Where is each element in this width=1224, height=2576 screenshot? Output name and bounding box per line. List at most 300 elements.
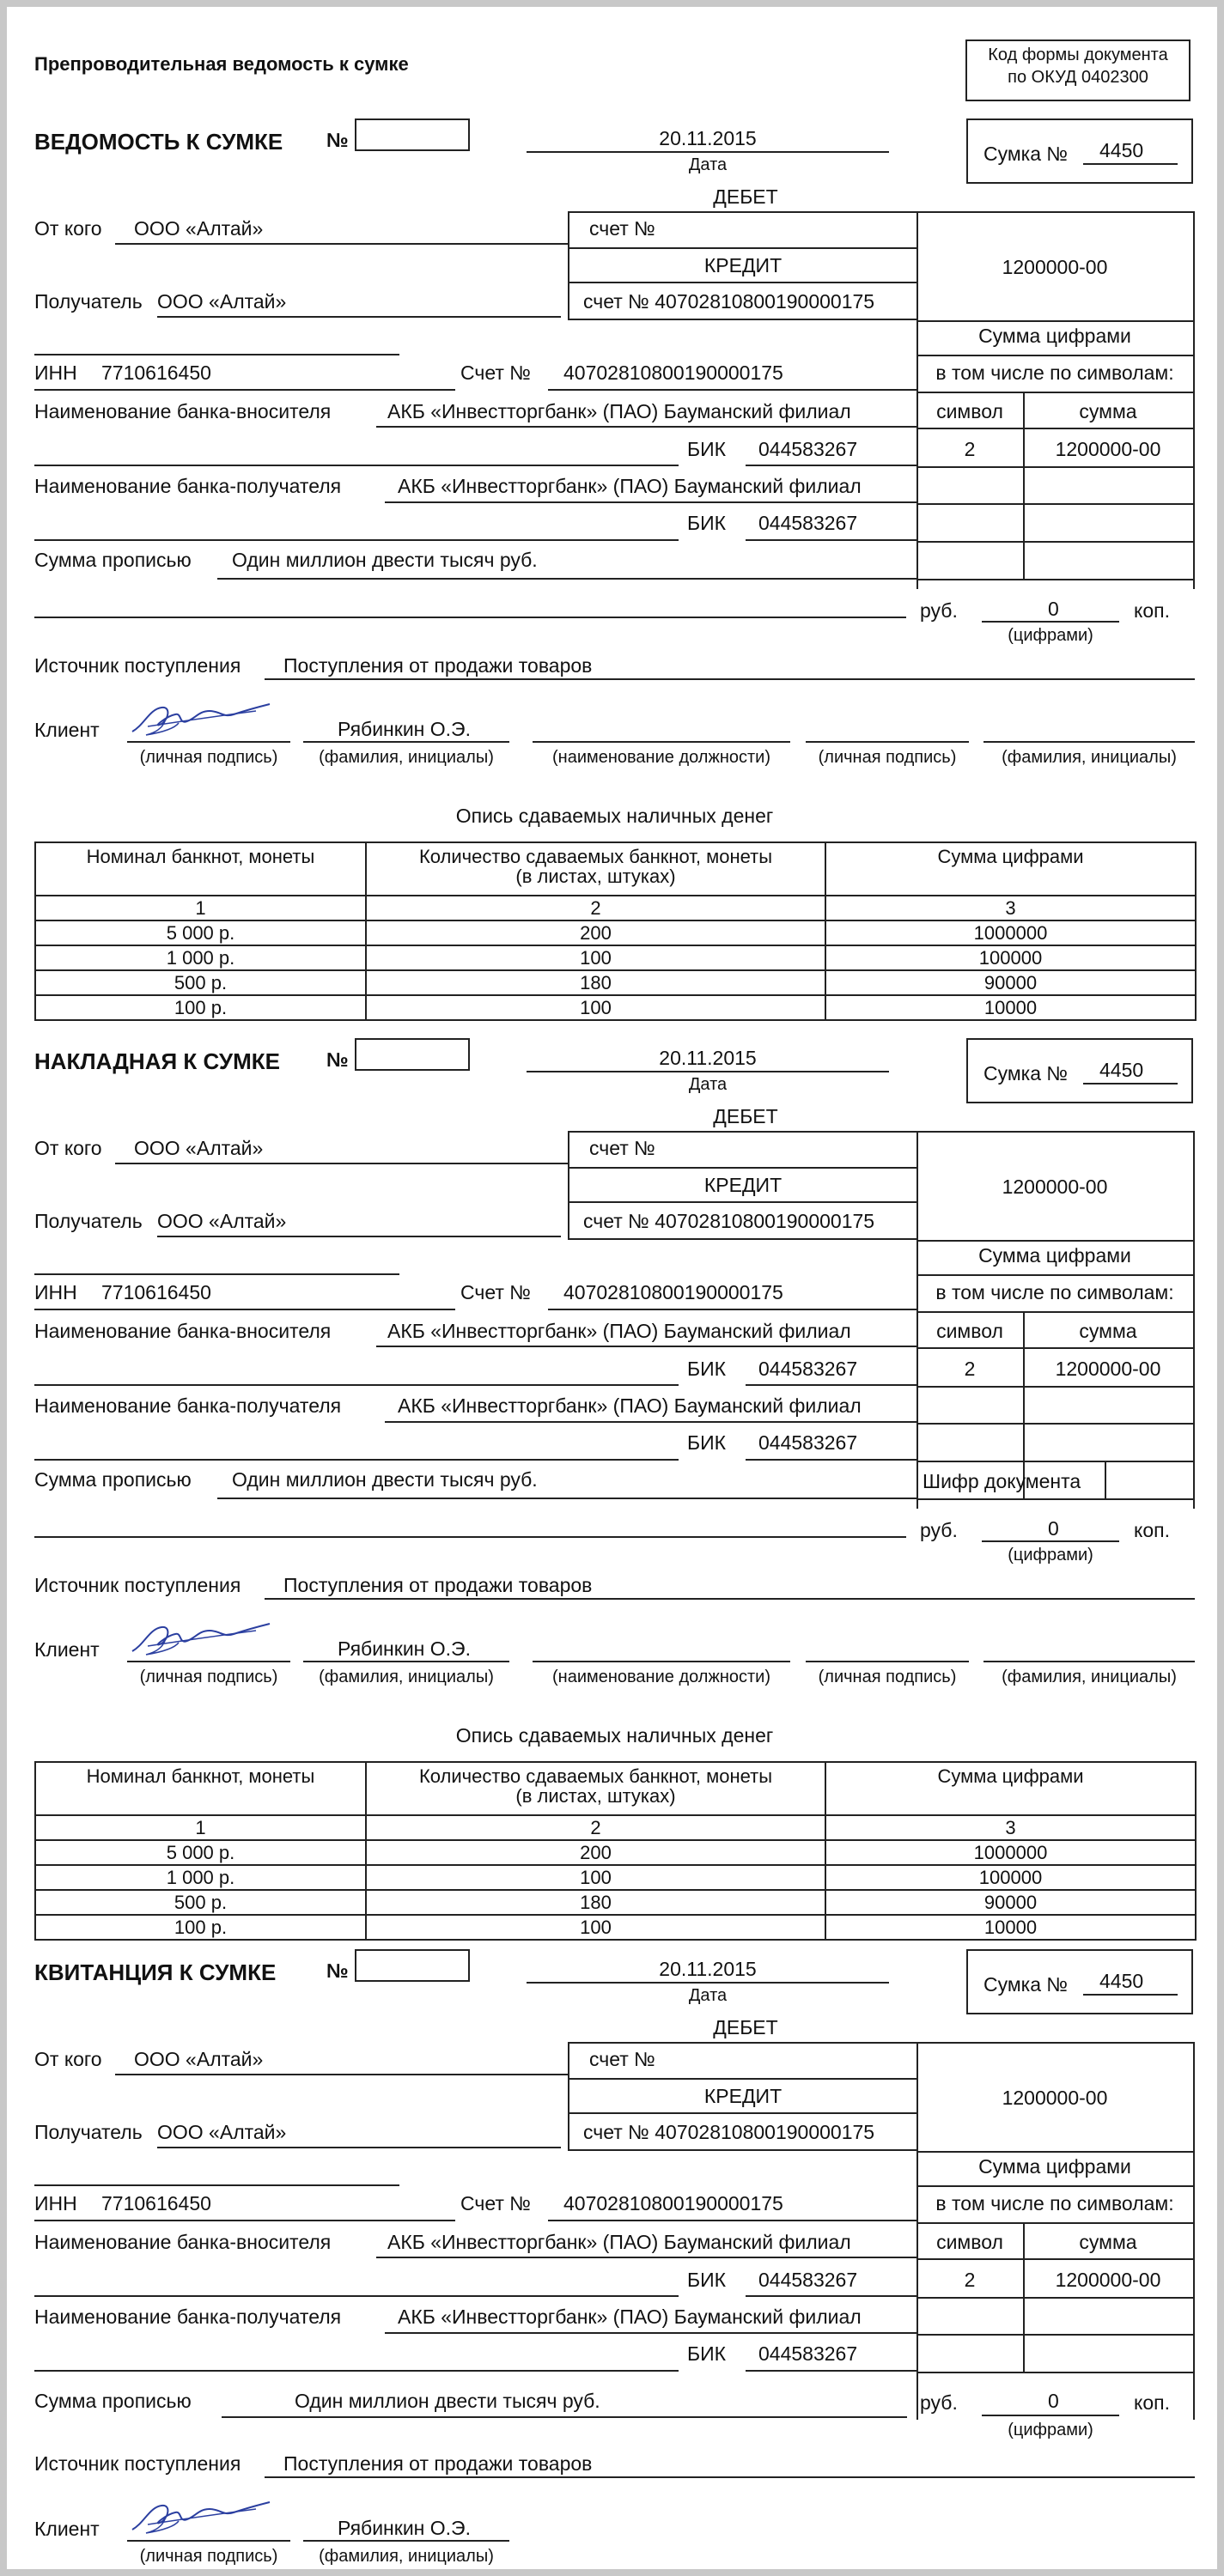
name-underline — [303, 1661, 509, 1662]
bag-number-value: 4450 — [1099, 1970, 1144, 1992]
name2-caption: (фамилия, инициалы) — [1002, 748, 1177, 767]
grid-line — [916, 1311, 1193, 1313]
inventory-cell: 180 — [366, 970, 825, 995]
okud-line2: по ОКУД 0402300 — [1008, 68, 1148, 87]
inventory-cell: 100 — [366, 1915, 825, 1940]
grid-line — [568, 2112, 916, 2114]
number-label: № — [326, 1048, 349, 1071]
inventory-title: Опись сдаваемых наличных денег — [455, 805, 774, 827]
name-caption: (фамилия, инициалы) — [319, 1668, 494, 1686]
bik2-underline — [746, 1459, 916, 1461]
inventory-header-cell: Количество сдаваемых банкнот, монеты (в листах, штуках) — [366, 1762, 825, 1815]
kop-value: 0 — [1048, 2390, 1059, 2412]
schet-value: 40702810800190000175 — [563, 1281, 783, 1303]
name-underline — [303, 2540, 509, 2542]
grid-line — [916, 1240, 1193, 1242]
grid-line — [916, 1498, 1193, 1500]
bag-number-underline — [1083, 1083, 1178, 1084]
inn-underline — [34, 1309, 455, 1310]
inventory-cell: 500 р. — [35, 970, 366, 995]
inventory-number-row — [35, 896, 1196, 920]
from-label: От кого — [34, 1137, 102, 1159]
inventory-number-cell: 1 — [35, 1815, 366, 1840]
inventory-header-cell: Номинал банкнот, монеты — [35, 1762, 366, 1815]
grid-line — [916, 2258, 1193, 2260]
section-title: НАКЛАДНАЯ К СУМКЕ — [34, 1048, 280, 1074]
document-number-field[interactable] — [355, 1949, 470, 1982]
inn-label: ИНН — [34, 361, 77, 384]
date-caption: Дата — [688, 155, 728, 174]
inventory-cell: 200 — [366, 1840, 825, 1865]
bik2-underline — [746, 2370, 916, 2372]
date-value: 20.11.2015 — [659, 1958, 757, 1980]
words-label: Сумма прописью — [34, 1468, 192, 1491]
inventory-row — [35, 945, 1196, 970]
inventory-header-row — [35, 1762, 1196, 1815]
okud-line1: Код формы документа — [988, 46, 1168, 64]
schet-value: 40702810800190000175 — [563, 361, 783, 384]
bik2-underline — [746, 539, 916, 541]
bik-underline — [746, 2295, 916, 2297]
date-caption: Дата — [688, 1075, 728, 1094]
recipient-label: Получатель — [34, 2121, 143, 2143]
words-underline — [217, 1498, 916, 1499]
inventory-table — [34, 1761, 1197, 1941]
inventory-cell: 5 000 р. — [35, 1840, 366, 1865]
grid-line — [916, 2185, 1193, 2187]
recipient-underline — [157, 1236, 561, 1237]
schet-label: Счет № — [460, 2192, 531, 2215]
bik-label: БИК — [687, 438, 727, 460]
line-filler — [34, 465, 679, 466]
debit-label: ДЕБЕТ — [713, 2016, 778, 2038]
grid-line — [568, 2149, 916, 2151]
grid-line — [916, 428, 1193, 429]
recipient-bank-value: АКБ «Инвестторгбанк» (ПАО) Бауманский филиал — [398, 2306, 862, 2328]
inventory-row — [35, 970, 1196, 995]
section-title: ВЕДОМОСТЬ К СУМКЕ — [34, 129, 283, 155]
grid-divider — [1023, 392, 1025, 579]
recipient-bank-underline — [385, 1421, 916, 1423]
account-label: счет № — [589, 217, 655, 240]
client-label: Клиент — [34, 2518, 100, 2540]
digits-caption: (цифрами) — [1008, 626, 1093, 645]
schet-label: Счет № — [460, 361, 531, 384]
line-filler — [34, 1459, 679, 1461]
bik2-label: БИК — [687, 2342, 727, 2365]
inventory-cell: 100000 — [825, 945, 1196, 970]
bag-number-label: Сумка № — [983, 1062, 1069, 1084]
client-label: Клиент — [34, 1638, 100, 1661]
from-value: ООО «Алтай» — [134, 1137, 264, 1159]
client-name: Рябинкин О.Э. — [338, 718, 471, 740]
document-page — [7, 7, 1217, 2569]
inventory-cell: 10000 — [825, 995, 1196, 1020]
grid-divider — [568, 2042, 569, 2149]
line-filler — [34, 1536, 906, 1538]
inventory-row — [35, 995, 1196, 1020]
date-value: 20.11.2015 — [659, 127, 757, 149]
number-label: № — [326, 1959, 349, 1982]
bik2-value: 044583267 — [758, 1431, 858, 1454]
bag-number-underline — [1083, 163, 1178, 165]
grid-line — [916, 1423, 1193, 1425]
inventory-title: Опись сдаваемых наличных денег — [455, 1724, 774, 1747]
signature2-caption: (личная подпись) — [818, 1668, 957, 1686]
grid-line — [568, 1201, 916, 1203]
depositor-bank-value: АКБ «Инвестторгбанк» (ПАО) Бауманский филиал — [387, 1320, 851, 1342]
inventory-number-row — [35, 1815, 1196, 1840]
grid-divider — [1105, 1461, 1106, 1498]
name-caption: (фамилия, инициалы) — [319, 2547, 494, 2566]
bag-number-value: 4450 — [1099, 1059, 1144, 1081]
symbol-header: символ — [936, 400, 1003, 422]
bik-value: 044583267 — [758, 2269, 858, 2291]
from-value: ООО «Алтай» — [134, 2048, 264, 2070]
digits-caption: (цифрами) — [1008, 2421, 1093, 2439]
sum-digits-label: Сумма цифрами — [978, 1244, 1131, 1267]
line-filler — [34, 2295, 679, 2297]
inventory-cell: 100 — [366, 1865, 825, 1890]
bik2-value: 044583267 — [758, 2342, 858, 2365]
inventory-number-cell: 2 — [366, 896, 825, 920]
amount-value: 1200000-00 — [1002, 2087, 1108, 2109]
kop-underline — [982, 621, 1119, 623]
document-number-field[interactable] — [355, 1038, 470, 1071]
grid-line — [916, 1274, 1193, 1276]
bik-underline — [746, 465, 916, 466]
grid-line — [568, 319, 916, 320]
grid-line — [916, 2222, 1193, 2224]
inn-label: ИНН — [34, 2192, 77, 2215]
inventory-row — [35, 1865, 1196, 1890]
number-label: № — [326, 129, 349, 151]
date-underline — [527, 1071, 889, 1072]
sum-header: сумма — [1079, 1320, 1137, 1342]
position-caption: (наименование должности) — [551, 1668, 771, 1686]
inventory-row — [35, 920, 1196, 945]
grid-line — [568, 2078, 916, 2080]
recipient-bank-label: Наименование банка-получателя — [34, 475, 342, 497]
grid-line — [916, 1386, 1193, 1388]
grid-line — [916, 503, 1193, 505]
grid-divider — [568, 211, 569, 319]
signature-icon — [127, 2497, 273, 2537]
including-symbols-label: в том числе по символам: — [935, 1281, 1174, 1303]
inventory-row — [35, 1840, 1196, 1865]
source-label: Источник поступления — [34, 2452, 241, 2475]
recipient-value: ООО «Алтай» — [157, 2121, 287, 2143]
grid-divider — [1023, 2222, 1025, 2372]
recipient-bank-underline — [385, 2332, 916, 2334]
grid-line — [916, 466, 1193, 468]
inventory-number-cell: 2 — [366, 1815, 825, 1840]
symbol-sum: 1200000-00 — [1055, 438, 1161, 460]
line-filler — [34, 539, 679, 541]
inventory-cell: 1000000 — [825, 1840, 1196, 1865]
schet-underline — [548, 1309, 916, 1310]
name2-underline — [983, 1661, 1195, 1662]
source-label: Источник поступления — [34, 654, 241, 677]
depositor-bank-underline — [376, 1346, 916, 1347]
words-underline — [217, 578, 916, 580]
credit-label: КРЕДИТ — [703, 2085, 783, 2107]
grid-line — [916, 1461, 1193, 1462]
amount-value: 1200000-00 — [1002, 1176, 1108, 1198]
signature-caption: (личная подпись) — [139, 748, 278, 767]
bag-number-underline — [1083, 1994, 1178, 1996]
cipher-label: Шифр документа — [923, 1470, 1081, 1492]
signature2-underline — [806, 1661, 969, 1662]
inventory-row — [35, 1890, 1196, 1915]
depositor-bank-value: АКБ «Инвестторгбанк» (ПАО) Бауманский филиал — [387, 400, 851, 422]
debit-label: ДЕБЕТ — [713, 185, 778, 208]
credit-label: КРЕДИТ — [703, 1174, 783, 1196]
position-underline — [533, 741, 790, 743]
document-number-field[interactable] — [355, 118, 470, 151]
section-title: КВИТАНЦИЯ К СУМКЕ — [34, 1959, 277, 1985]
position-underline — [533, 1661, 790, 1662]
inventory-cell: 90000 — [825, 1890, 1196, 1915]
recipient-value: ООО «Алтай» — [157, 1210, 287, 1232]
recipient-bank-value: АКБ «Инвестторгбанк» (ПАО) Бауманский филиал — [398, 475, 862, 497]
schet-underline — [548, 389, 916, 391]
grid-divider — [568, 1131, 569, 1238]
inventory-cell: 5 000 р. — [35, 920, 366, 945]
bag-number-value: 4450 — [1099, 139, 1144, 161]
symbol-sum: 1200000-00 — [1055, 1358, 1161, 1380]
recipient-account: счет № 40702810800190000175 — [583, 1210, 875, 1232]
inventory-cell: 1000000 — [825, 920, 1196, 945]
inn-label: ИНН — [34, 1281, 77, 1303]
depositor-bank-underline — [376, 2257, 916, 2258]
signature-underline — [127, 1661, 290, 1662]
symbol-value: 2 — [964, 438, 976, 460]
inn-value: 7710616450 — [101, 361, 211, 384]
depositor-bank-label: Наименование банка-вносителя — [34, 400, 332, 422]
recipient-bank-underline — [385, 501, 916, 503]
inventory-number-cell: 1 — [35, 896, 366, 920]
source-value: Поступления от продажи товаров — [283, 2452, 593, 2475]
grid-line — [916, 2297, 1193, 2299]
form-heading: Препроводительная ведомость к сумке — [34, 53, 409, 75]
schet-label: Счет № — [460, 1281, 531, 1303]
inventory-cell: 100 р. — [35, 995, 366, 1020]
inventory-row — [35, 1915, 1196, 1940]
grid-line — [916, 2151, 1193, 2153]
bik-underline — [746, 1384, 916, 1386]
grid-divider — [1193, 2042, 1195, 2420]
date-underline — [527, 151, 889, 153]
recipient-bank-value: АКБ «Инвестторгбанк» (ПАО) Бауманский филиал — [398, 1394, 862, 1417]
symbol-header: символ — [936, 1320, 1003, 1342]
bik-label: БИК — [687, 2269, 727, 2291]
schet-value: 40702810800190000175 — [563, 2192, 783, 2215]
name2-underline — [983, 741, 1195, 743]
grid-line — [916, 1347, 1193, 1349]
inventory-header-cell: Сумма цифрами — [825, 1762, 1196, 1815]
line-filler — [34, 354, 399, 355]
inventory-table — [34, 841, 1197, 1021]
signature-caption: (личная подпись) — [139, 1668, 278, 1686]
inn-value: 7710616450 — [101, 2192, 211, 2215]
grid-line — [568, 1238, 916, 1240]
from-label: От кого — [34, 217, 102, 240]
grid-line — [916, 2334, 1193, 2336]
kop-underline — [982, 2415, 1119, 2416]
inventory-cell: 100 — [366, 995, 825, 1020]
from-value: ООО «Алтай» — [134, 217, 264, 240]
words-value: Один миллион двести тысяч руб. — [232, 1468, 538, 1491]
amount-value: 1200000-00 — [1002, 256, 1108, 278]
sum-digits-label: Сумма цифрами — [978, 2155, 1131, 2178]
symbol-value: 2 — [964, 2269, 976, 2291]
inventory-cell: 1 000 р. — [35, 945, 366, 970]
signature-underline — [127, 741, 290, 743]
grid-line — [916, 2372, 1193, 2373]
grid-line — [916, 579, 1193, 580]
source-value: Поступления от продажи товаров — [283, 654, 593, 677]
source-underline — [265, 678, 1195, 680]
digits-caption: (цифрами) — [1008, 1546, 1093, 1564]
inventory-cell: 500 р. — [35, 1890, 366, 1915]
signature-caption: (личная подпись) — [139, 2547, 278, 2566]
inventory-header-cell: Номинал банкнот, монеты — [35, 842, 366, 896]
grid-line — [568, 1167, 916, 1169]
recipient-underline — [157, 2147, 561, 2148]
grid-line — [568, 247, 916, 249]
symbol-header: символ — [936, 2231, 1003, 2253]
recipient-label: Получатель — [34, 1210, 143, 1232]
client-name: Рябинкин О.Э. — [338, 1637, 471, 1660]
words-underline — [222, 2416, 907, 2418]
grid-line — [568, 1131, 1195, 1133]
bik2-label: БИК — [687, 1431, 727, 1454]
inventory-cell: 100000 — [825, 1865, 1196, 1890]
kop-label: коп. — [1134, 1519, 1170, 1541]
inventory-header-cell: Сумма цифрами — [825, 842, 1196, 896]
signature-icon — [127, 1619, 273, 1658]
recipient-label: Получатель — [34, 290, 143, 313]
client-name: Рябинкин О.Э. — [338, 2517, 471, 2539]
grid-divider — [1193, 1131, 1195, 1509]
inventory-number-cell: 3 — [825, 1815, 1196, 1840]
including-symbols-label: в том числе по символам: — [935, 361, 1174, 384]
line-filler — [34, 1273, 399, 1275]
kop-label: коп. — [1134, 2391, 1170, 2414]
kop-value: 0 — [1048, 1517, 1059, 1540]
inn-value: 7710616450 — [101, 1281, 211, 1303]
sum-header: сумма — [1079, 2231, 1137, 2253]
kop-label: коп. — [1134, 599, 1170, 622]
date-value: 20.11.2015 — [659, 1047, 757, 1069]
from-label: От кого — [34, 2048, 102, 2070]
grid-line — [916, 355, 1193, 356]
inventory-header-row — [35, 842, 1196, 896]
line-filler — [34, 2184, 399, 2186]
inventory-number-cell: 3 — [825, 896, 1196, 920]
grid-line — [916, 320, 1193, 322]
inventory-cell: 200 — [366, 920, 825, 945]
rub-label: руб. — [920, 1519, 958, 1541]
depositor-bank-value: АКБ «Инвестторгбанк» (ПАО) Бауманский филиал — [387, 2231, 851, 2253]
inventory-cell: 10000 — [825, 1915, 1196, 1940]
kop-underline — [982, 1540, 1119, 1542]
signature2-caption: (личная подпись) — [818, 748, 957, 767]
inventory-cell: 180 — [366, 1890, 825, 1915]
depositor-bank-label: Наименование банка-вносителя — [34, 2231, 332, 2253]
inventory-cell: 90000 — [825, 970, 1196, 995]
grid-divider — [1193, 211, 1195, 589]
recipient-underline — [157, 316, 561, 318]
account-label: счет № — [589, 1137, 655, 1159]
bag-number-label: Сумка № — [983, 1973, 1069, 1996]
recipient-bank-label: Наименование банка-получателя — [34, 2306, 342, 2328]
source-underline — [265, 1598, 1195, 1600]
inventory-cell: 100 р. — [35, 1915, 366, 1940]
recipient-value: ООО «Алтай» — [157, 290, 287, 313]
depositor-bank-label: Наименование банка-вносителя — [34, 1320, 332, 1342]
inventory-cell: 1 000 р. — [35, 1865, 366, 1890]
inventory-cell: 100 — [366, 945, 825, 970]
source-value: Поступления от продажи товаров — [283, 1574, 593, 1596]
bik-label: БИК — [687, 1358, 727, 1380]
words-value: Один миллион двести тысяч руб. — [295, 2390, 600, 2412]
including-symbols-label: в том числе по символам: — [935, 2192, 1174, 2215]
grid-line — [916, 392, 1193, 393]
credit-label: КРЕДИТ — [703, 254, 783, 276]
line-filler — [34, 2370, 679, 2372]
from-underline — [115, 243, 569, 245]
rub-label: руб. — [920, 599, 958, 622]
sum-digits-label: Сумма цифрами — [978, 325, 1131, 347]
recipient-account: счет № 40702810800190000175 — [583, 290, 875, 313]
line-filler — [34, 617, 906, 618]
source-label: Источник поступления — [34, 1574, 241, 1596]
date-underline — [527, 1982, 889, 1984]
words-label: Сумма прописью — [34, 549, 192, 571]
client-label: Клиент — [34, 719, 100, 741]
symbol-sum: 1200000-00 — [1055, 2269, 1161, 2291]
account-label: счет № — [589, 2048, 655, 2070]
recipient-account: счет № 40702810800190000175 — [583, 2121, 875, 2143]
signature2-underline — [806, 741, 969, 743]
kop-value: 0 — [1048, 598, 1059, 620]
schet-underline — [548, 2220, 916, 2221]
from-underline — [115, 2074, 569, 2075]
from-underline — [115, 1163, 569, 1164]
words-value: Один миллион двести тысяч руб. — [232, 549, 538, 571]
bik2-label: БИК — [687, 512, 727, 534]
depositor-bank-underline — [376, 426, 916, 428]
recipient-bank-label: Наименование банка-получателя — [34, 1394, 342, 1417]
inventory-header-cell: Количество сдаваемых банкнот, монеты (в листах, штуках) — [366, 842, 825, 896]
sum-header: сумма — [1079, 400, 1137, 422]
debit-label: ДЕБЕТ — [713, 1105, 778, 1127]
grid-line — [568, 211, 1195, 213]
inn-underline — [34, 2220, 455, 2221]
words-label: Сумма прописью — [34, 2390, 192, 2412]
symbol-value: 2 — [964, 1358, 976, 1380]
bik2-value: 044583267 — [758, 512, 858, 534]
name-underline — [303, 741, 509, 743]
position-caption: (наименование должности) — [551, 748, 771, 767]
grid-line — [568, 282, 916, 283]
bag-number-label: Сумка № — [983, 143, 1069, 165]
source-underline — [265, 2476, 1195, 2478]
line-filler — [34, 1384, 679, 1386]
rub-label: руб. — [920, 2391, 958, 2414]
